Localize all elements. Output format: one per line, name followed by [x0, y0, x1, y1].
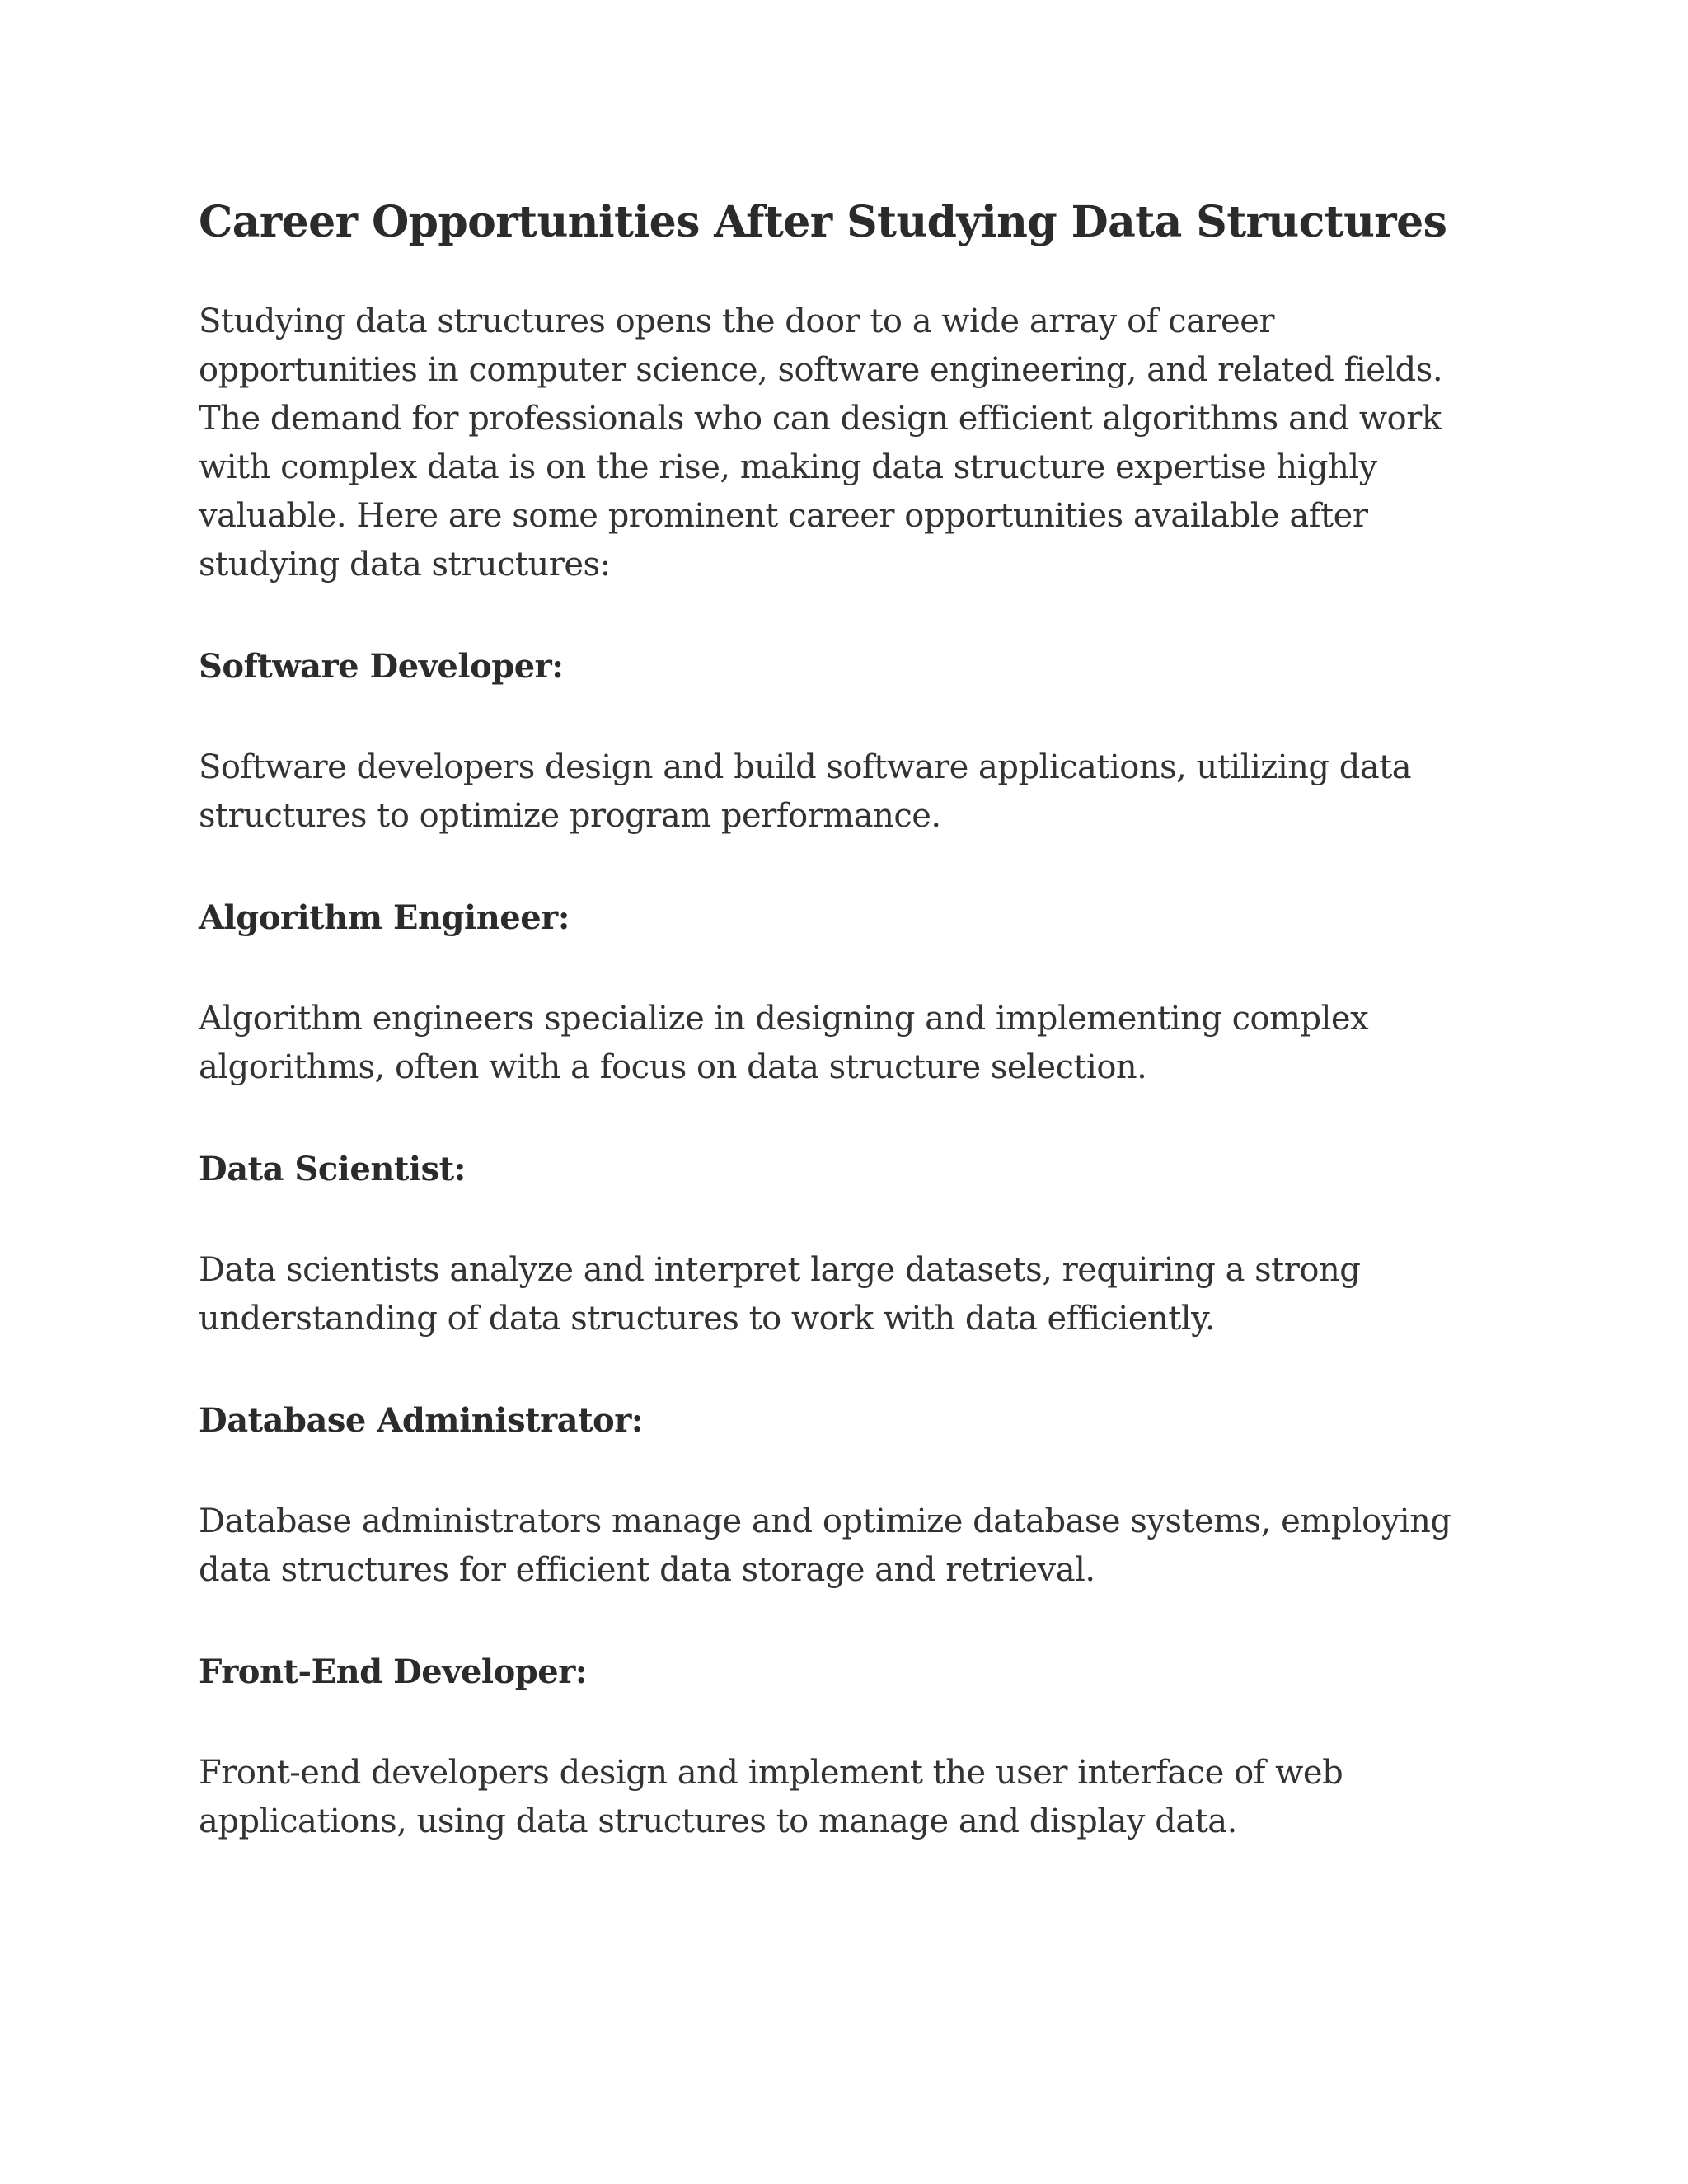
intro-paragraph: Studying data structures opens the door to a wide array of career opportunities in computer science, software engineering, and related fields. The demand for professionals who can design efficient algorithms and work with complex data is on the rise, making data structure expertise highly valuable. Here are some prominent career opportunities available after studying data structures:: [199, 302, 1443, 583]
section-heading: Front-End Developer:: [199, 1652, 588, 1691]
section-database-administrator: [199, 1396, 1484, 1595]
section-software-developer: [199, 642, 1484, 841]
page-title: Career Opportunities After Studying Data Structures: [199, 197, 1447, 247]
section-heading: Algorithm Engineer:: [199, 898, 570, 937]
section-heading: Software Developer:: [199, 647, 564, 686]
section-data-scientist: [199, 1145, 1484, 1343]
section-heading: Database Administrator:: [199, 1401, 644, 1440]
section-body: Data scientists analyze and interpret large datasets, requiring a strong understanding of data structures to work with data efficiently.: [199, 1251, 1361, 1338]
section-body: Front-end developers design and implement the user interface of web applications, using data structures to manage and display data.: [199, 1754, 1343, 1840]
document-content: [199, 196, 1484, 1846]
section-body: Algorithm engineers specialize in designing and implementing complex algorithms, often with a focus on data structure selection.: [199, 1000, 1369, 1086]
section-front-end-developer: [199, 1647, 1484, 1846]
section-body: Database administrators manage and optimize database systems, employing data structures for efficient data storage and retrieval.: [199, 1502, 1451, 1589]
section-heading: Data Scientist:: [199, 1150, 466, 1188]
section-body: Software developers design and build software applications, utilizing data structures to optimize program performance.: [199, 748, 1412, 835]
section-algorithm-engineer: [199, 893, 1484, 1092]
